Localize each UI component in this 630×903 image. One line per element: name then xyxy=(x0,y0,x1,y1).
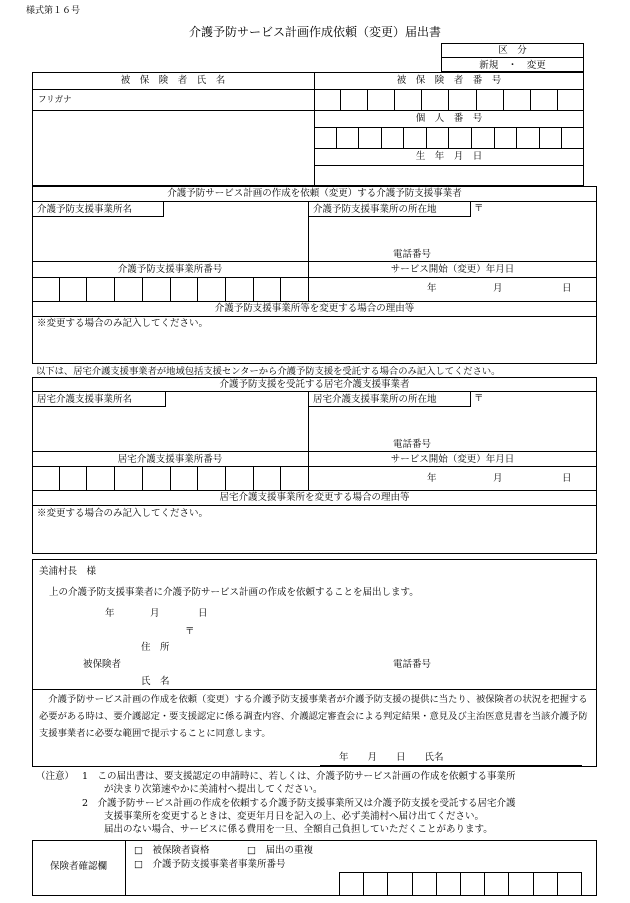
form-number: 様式第１６号 xyxy=(26,6,81,16)
section1-office-address-field[interactable] xyxy=(309,218,596,246)
declaration-address-field[interactable] xyxy=(200,640,580,656)
section1-year: 年 xyxy=(427,283,437,294)
section2-office-name-label: 居宅介護支援事業所名 xyxy=(37,394,133,405)
declaration-statement: 上の介護予防支援事業者に介護予防サービス計画の作成を依頼することを届出します。 xyxy=(49,587,419,598)
note-1: 1 この届出書は、要支援認定の申請時に、若しくは、介護予防サービス計画の作成を依頼する事業所 xyxy=(82,771,516,782)
section2-start-date-label: サービス開始（変更）年月日 xyxy=(390,454,515,465)
section1-office-number-cells[interactable] xyxy=(32,277,308,301)
consent-paragraph: 介護予防サービス計画の作成を依頼（変更）する介護予防支援事業者が介護予防支援の提供に当たり、被保険者の状況を把握する必要がある時は、要介護認定・要支援認定に係る調査内容、介護認定審査会による判定結果・意見及び主治医意見書を当該介護予防支援事業者に必要な範囲で提示することに同意します。 xyxy=(39,694,588,739)
declaration-insured-label: 被保険者 xyxy=(83,659,122,670)
section1-office-number-label: 介護予防支援事業所番号 xyxy=(117,264,223,275)
section2-start-date-field[interactable] xyxy=(309,467,596,489)
personal-number-header: 個 人 番 号 xyxy=(415,113,483,124)
furigana-label: フリガナ xyxy=(38,95,72,105)
insured-name-field[interactable] xyxy=(33,111,313,185)
check-duplicate-notice[interactable]: □ 届出の重複 xyxy=(247,845,313,856)
section2-day: 日 xyxy=(562,473,572,484)
birthdate-header: 生 年 月 日 xyxy=(415,151,483,162)
note-2b: 支援事業所を変更するときは、変更年月日を記入の上、必ず美浦村へ届け出てください。 xyxy=(104,811,485,822)
section2-phone-label: 電話番号 xyxy=(393,439,432,450)
section2-month: 月 xyxy=(493,473,503,484)
section2-office-address-field[interactable] xyxy=(309,408,596,436)
check-insured-qualification[interactable]: □ 被保険者資格 xyxy=(134,845,210,856)
declaration-address-label: 住 所 xyxy=(141,642,170,653)
page-title: 介護予防サービス計画作成依頼（変更）届出書 xyxy=(188,25,441,39)
note-1b: が決まり次第速やかに美浦村へ提出してください。 xyxy=(104,784,323,795)
section2-office-address-label: 居宅介護支援事業所の所在地 xyxy=(313,394,437,405)
section2-office-number-label: 居宅介護支援事業所番号 xyxy=(117,454,223,465)
section2-postal-mark: 〒 xyxy=(474,393,484,404)
section1-reason-header: 介護予防支援事業所等を変更する場合の理由等 xyxy=(214,303,415,314)
confirm-office-number-cells[interactable] xyxy=(339,872,582,896)
section2-office-number-cells[interactable] xyxy=(32,466,308,490)
section1-office-address-label: 介護予防支援事業所の所在地 xyxy=(313,204,437,215)
personal-number-cells[interactable] xyxy=(314,127,584,148)
section1-reason-note: ※変更する場合のみ記入してください。 xyxy=(37,318,209,329)
insured-number-header: 被 保 険 者 番 号 xyxy=(396,75,502,86)
section1-reason-field[interactable] xyxy=(33,331,596,363)
section1-month: 月 xyxy=(493,283,503,294)
birthdate-field[interactable] xyxy=(315,166,583,185)
check-office-number[interactable]: □ 介護予防支援事業者事業所番号 xyxy=(134,859,286,870)
declaration-name-field[interactable] xyxy=(200,674,580,688)
category-value[interactable]: 新規 ・ 変更 xyxy=(479,60,546,71)
section1-start-date-label: サービス開始（変更）年月日 xyxy=(390,264,515,275)
addressee: 美浦村長 様 xyxy=(39,566,97,577)
declaration-day: 日 xyxy=(198,608,208,619)
note-2: 2 介護予防サービス計画の作成を依頼する介護予防支援事業所又は介護予防支援を受託する居宅介護 xyxy=(82,798,516,809)
declaration-postal-mark: 〒 xyxy=(185,626,195,637)
insured-name-header: 被 保 険 者 氏 名 xyxy=(120,75,226,86)
section1-start-date-field[interactable] xyxy=(309,278,596,300)
section1-office-name-label: 介護予防支援事業所名 xyxy=(37,204,133,215)
section2-reason-note: ※変更する場合のみ記入してください。 xyxy=(37,508,209,519)
declaration-phone-label: 電話番号 xyxy=(393,659,432,670)
category-header: 区 分 xyxy=(498,45,527,56)
consent-date-name: 年 月 日 氏名 xyxy=(339,752,444,763)
section1-postal-mark: 〒 xyxy=(474,203,484,214)
section2-reason-header: 居宅介護支援事業所を変更する場合の理由等 xyxy=(219,492,410,503)
declaration-year: 年 xyxy=(105,608,115,619)
confirm-label: 保険者確認欄 xyxy=(49,861,107,872)
section1-phone-label: 電話番号 xyxy=(393,249,432,260)
section1-office-name-field[interactable] xyxy=(33,218,307,260)
insured-number-cells[interactable] xyxy=(314,89,584,110)
section1-heading: 介護予防サービス計画の作成を依頼（変更）する介護予防支援事業者 xyxy=(167,188,462,199)
section2-heading: 介護予防支援を受託する居宅介護支援事業者 xyxy=(219,379,410,390)
section2-reason-field[interactable] xyxy=(33,521,596,553)
section1-day: 日 xyxy=(562,283,572,294)
declaration-name-label: 氏 名 xyxy=(141,676,170,687)
note-2c: 届出のない場合、サービスに係る費用を一旦、全額自己負担していただくことがあります。 xyxy=(104,824,493,835)
section2-office-name-field[interactable] xyxy=(33,408,307,450)
intermission-note: 以下は、居宅介護支援事業者が地域包括支援センターから介護予防支援を受託する場合のみ記入してください。 xyxy=(36,366,501,377)
declaration-month: 月 xyxy=(150,608,160,619)
section2-year: 年 xyxy=(427,473,437,484)
notes-label: （注意） xyxy=(36,771,75,782)
